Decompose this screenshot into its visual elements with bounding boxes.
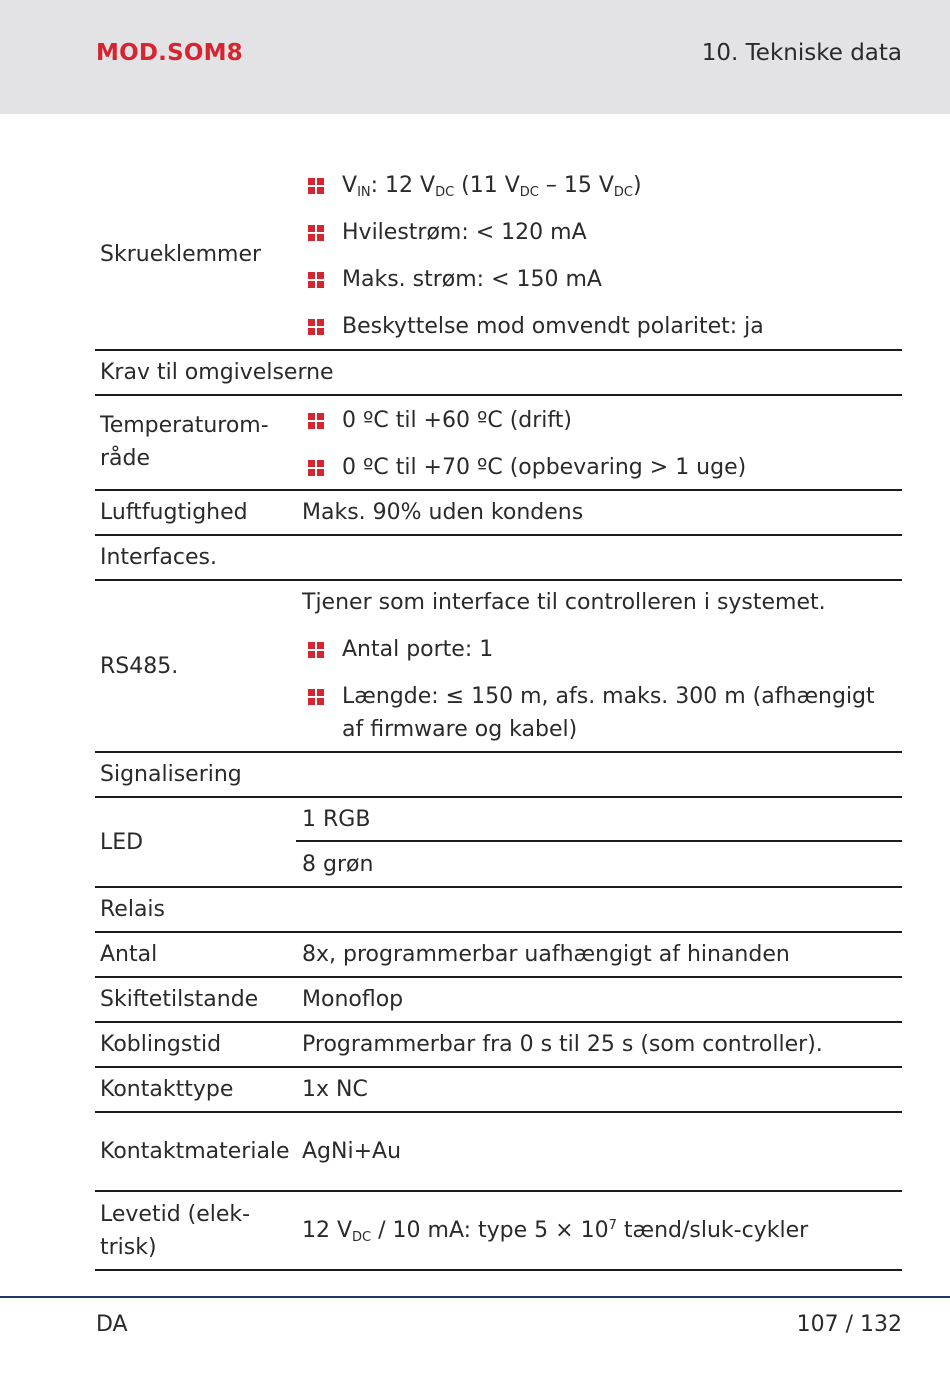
row-skiftetilstande — [95, 978, 902, 1023]
row-levetid — [95, 1192, 902, 1271]
maks-stroem-text: Maks. strøm: < 150 mA — [342, 267, 602, 292]
row-label: Skrueklemmer — [100, 242, 262, 267]
row-value: Monoflop — [302, 987, 404, 1012]
polaritet-text: Beskyttelse mod omvendt polaritet: ja — [342, 314, 764, 339]
page-header — [0, 0, 950, 114]
list-item — [296, 216, 902, 263]
list-item — [296, 310, 902, 350]
row-value — [296, 798, 902, 886]
bullet-icon — [308, 642, 324, 658]
bullet-icon — [308, 413, 324, 429]
vin-spec: $V_{IN}$: 12 $V_{DC}$ (11 $V_{DC} - 15$ $V_{DC}$) — [342, 173, 642, 200]
row-label: Temperaturområde — [100, 413, 269, 471]
row-value: 8x, programmerbar uafhængigt af hinanden — [302, 942, 790, 967]
row-label: Koblingstid — [100, 1032, 222, 1057]
tech-data-table — [95, 161, 902, 1271]
section-heading: Signalisering — [95, 753, 902, 798]
brand-title: MOD.SOM8 — [96, 40, 243, 66]
bullet-icon — [308, 689, 324, 705]
row-label: Kontakttype — [100, 1077, 234, 1102]
row-value: 12 $V_{DC} / 10$ mA: type $5 \times 10^7$ tænd/sluk-cykler — [302, 1218, 809, 1245]
list-item: Antal porte: 1 — [296, 633, 902, 680]
row-value — [296, 581, 902, 751]
row-kontakttype — [95, 1068, 902, 1113]
chapter-title: 10. Tekniske data — [701, 40, 902, 66]
section-heading: Krav til omgivelserne — [95, 351, 902, 396]
row-value: Maks. 90% uden kondens — [302, 500, 584, 525]
row-label: RS485. — [100, 653, 179, 679]
row-value: 1x NC — [302, 1077, 368, 1102]
list-item: 0 ºC til +60 ºC (drift) — [296, 404, 902, 451]
row-value — [296, 161, 902, 349]
bullet-icon — [308, 319, 324, 335]
row-label: Levetid (elektrisk) — [100, 1201, 251, 1260]
section-heading: Relais — [95, 888, 902, 933]
footer-divider — [0, 1296, 950, 1298]
row-value: Programmerbar fra 0 s til 25 s (som controller). — [302, 1032, 823, 1057]
led-value-green: 8 grøn — [302, 851, 374, 877]
page-number: 107 / 132 — [796, 1312, 902, 1337]
list-item: 0 ºC til +70 ºC (opbevaring > 1 uge) — [296, 451, 902, 489]
row-label: Kontaktmateriale — [100, 1139, 290, 1164]
led-value-rgb: 1 RGB — [296, 798, 902, 842]
row-label: LED — [100, 829, 144, 855]
section-heading: Interfaces. — [95, 536, 902, 581]
list-item — [296, 263, 902, 310]
row-antal — [95, 933, 902, 978]
row-luftfugtighed — [95, 491, 902, 536]
row-skrueklemmer — [95, 161, 902, 351]
row-koblingstid — [95, 1023, 902, 1068]
hvilestroem-text: Hvilestrøm: < 120 mA — [342, 220, 587, 245]
row-temperatur — [95, 396, 902, 491]
row-value — [296, 396, 902, 489]
row-value: AgNi+Au — [302, 1139, 402, 1164]
bullet-icon — [308, 460, 324, 476]
list-item — [296, 169, 902, 216]
row-rs485 — [95, 581, 902, 753]
footer-language: DA — [96, 1312, 128, 1337]
bullet-icon — [308, 225, 324, 241]
row-led — [95, 798, 902, 888]
row-label: Luftfugtighed — [100, 500, 248, 525]
rs485-intro: Tjener som interface til controlleren i systemet. — [302, 590, 826, 615]
row-label: Antal — [100, 942, 158, 967]
bullet-icon — [308, 178, 324, 194]
list-item: Længde: ≤ 150 m, afs. maks. 300 m (afhængigt af firmware og kabel) — [296, 680, 902, 746]
bullet-icon — [308, 272, 324, 288]
row-kontaktmateriale — [95, 1113, 902, 1192]
row-label: Skiftetilstande — [100, 987, 259, 1012]
